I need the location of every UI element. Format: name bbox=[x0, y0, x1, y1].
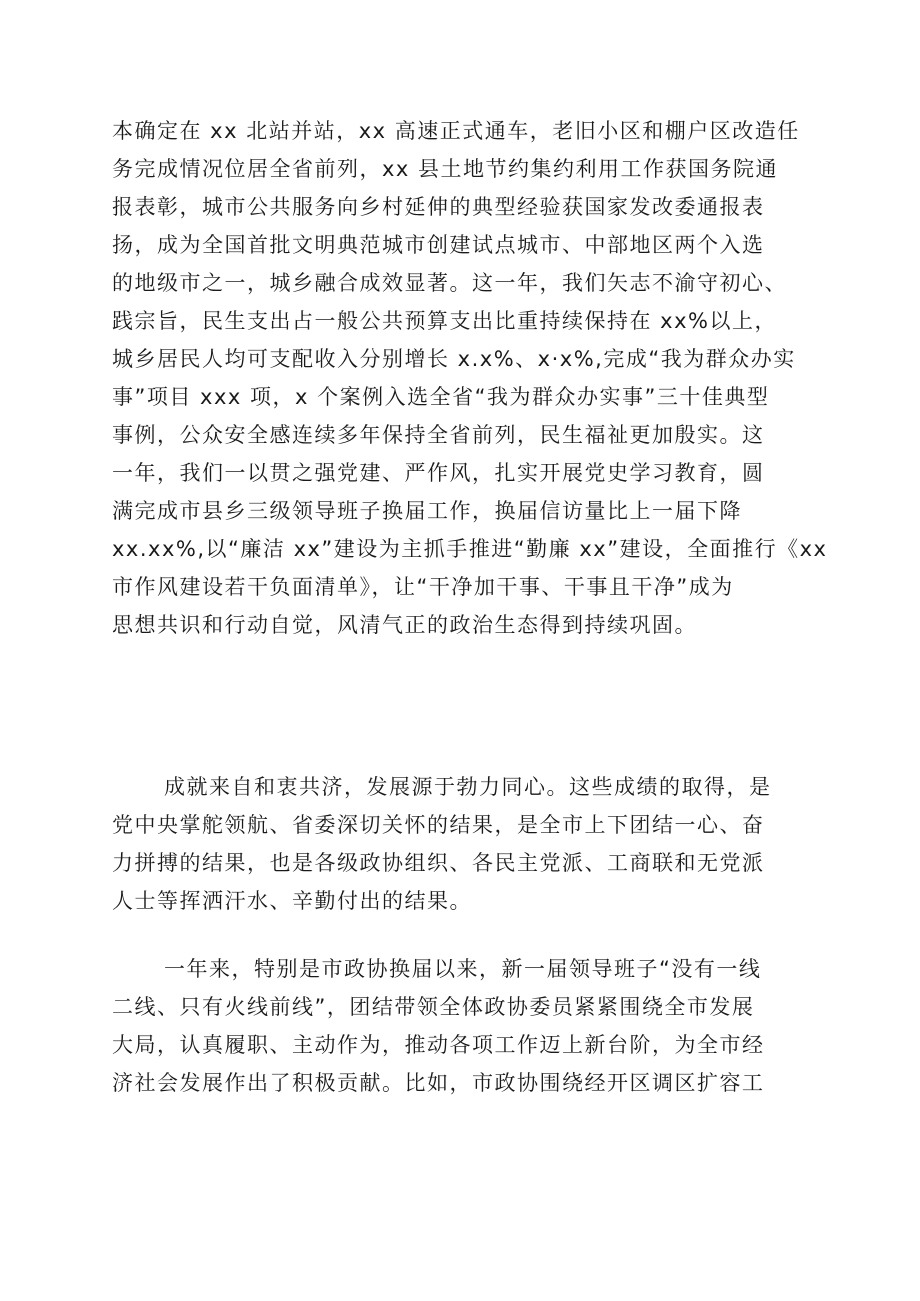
paragraph-line: 报表彰，城市公共服务向乡村延伸的典型经验获国家发改委通报表 bbox=[112, 195, 765, 219]
paragraph-line: 本确定在 xx 北站并站，xx 高速正式通车，老旧小区和棚户区改造任 bbox=[112, 119, 800, 143]
paragraph-line: 济社会发展作出了积极贡献。比如，市政协围绕经开区调区扩容工 bbox=[112, 1071, 765, 1095]
paragraph-3 bbox=[112, 950, 792, 1102]
paragraph-line: 市作风建设若干负面清单》，让“干净加干事、干事且干净”成为 bbox=[112, 575, 734, 599]
paragraph-line: 力拼搏的结果，也是各级政协组织、各民主党派、工商联和无党派 bbox=[112, 851, 765, 875]
paragraph-line: 一年，我们一以贯之强党建、严作风，扎实开展党史学习教育，圆 bbox=[112, 461, 765, 485]
paragraph-line: 党中央掌舵领航、省委深切关怀的结果，是全市上下团结一心、奋 bbox=[112, 813, 765, 837]
paragraph-line: 大局，认真履职、主动作为，推动各项工作迈上新台阶，为全市经 bbox=[112, 1033, 765, 1057]
paragraph-2 bbox=[112, 768, 792, 920]
paragraph-line: 一年来，特别是市政协换届以来，新一届领导班子“没有一线 bbox=[164, 957, 762, 981]
paragraph-1 bbox=[112, 112, 828, 644]
paragraph-line: 事”项目 xxx 项，x 个案例入选全省“我为群众办实事”三十佳典型 bbox=[112, 385, 770, 409]
paragraph-line: 的地级市之一，城乡融合成效显著。这一年，我们矢志不渝守初心、 bbox=[112, 271, 787, 295]
paragraph-line: xx.xx%,以“廉洁 xx”建设为主抓手推进“勤廉 xx”建设，全面推行《xx bbox=[112, 537, 828, 561]
paragraph-line: 践宗旨，民生支出占一般公共预算支出比重持续保持在 xx%以上， bbox=[112, 309, 777, 333]
paragraph-line: 思想共识和行动自觉，风清气正的政治生态得到持续巩固。 bbox=[112, 613, 697, 637]
paragraph-line: 扬，成为全国首批文明典范城市创建试点城市、中部地区两个入选 bbox=[112, 233, 765, 257]
paragraph-line: 二线、只有火线前线”，团结带领全体政协委员紧紧围绕全市发展 bbox=[112, 995, 755, 1019]
paragraph-line: 成就来自和衷共济，发展源于勃力同心。这些成绩的取得，是 bbox=[164, 775, 772, 799]
paragraph-line: 城乡居民人均可支配收入分别增长 x.x%、x·x%,完成“我为群众办实 bbox=[112, 347, 796, 371]
paragraph-line: 事例，公众安全感连续多年保持全省前列，民生福祉更加殷实。这 bbox=[112, 423, 765, 447]
paragraph-line: 务完成情况位居全省前列，xx 县土地节约集约利用工作获国务院通 bbox=[112, 157, 779, 181]
paragraph-line: 满完成市县乡三级领导班子换届工作，换届信访量比上一届下降 bbox=[112, 499, 742, 523]
paragraph-line: 人士等挥洒汗水、辛勤付出的结果。 bbox=[112, 889, 472, 913]
